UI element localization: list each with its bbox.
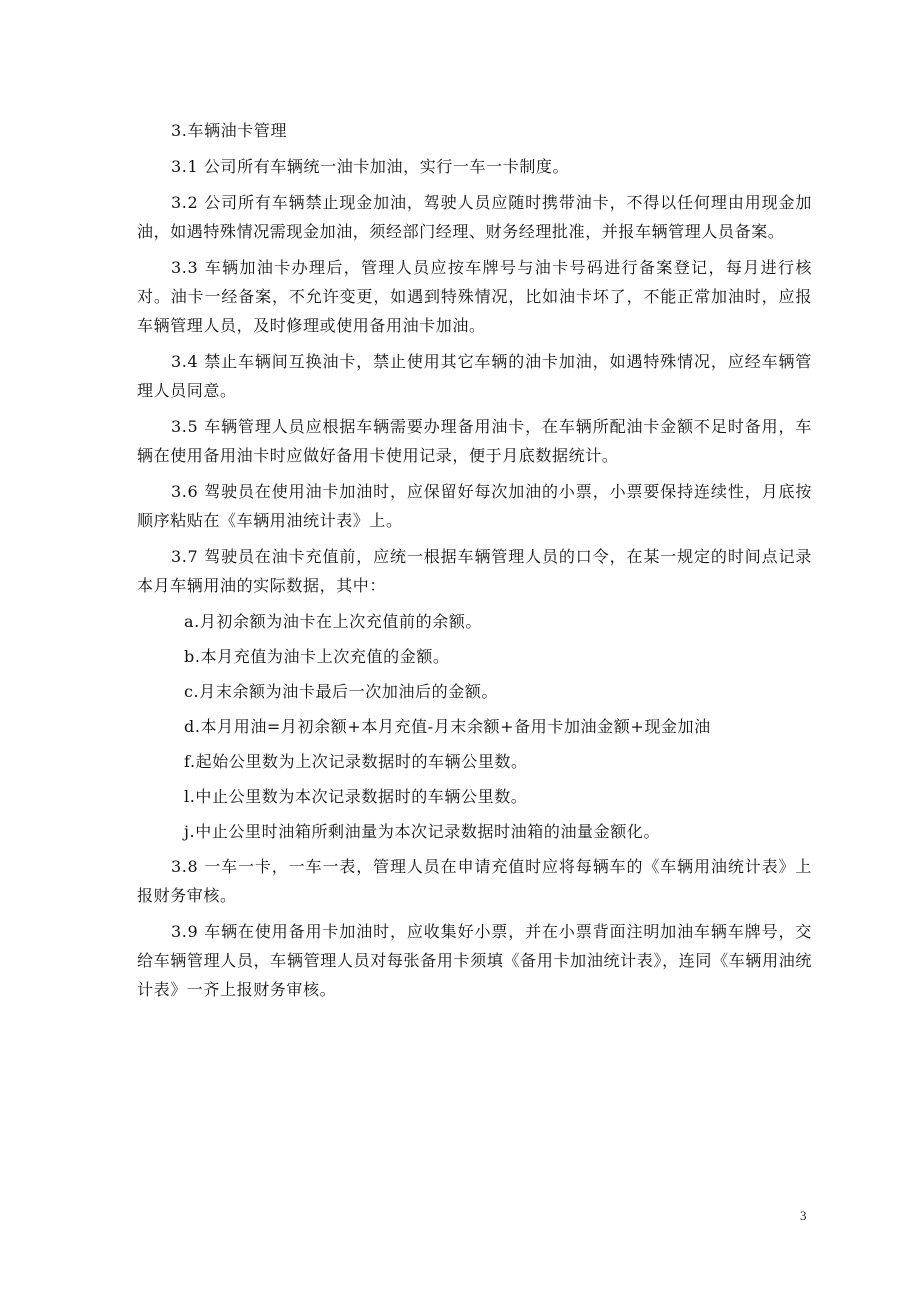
paragraph-3-6: 3.6 驾驶员在使用油卡加油时，应保留好每次加油的小票，小票要保持连续性，月底按顺序粘贴在《车辆用油统计表》上。: [137, 482, 812, 530]
paragraph-3-4: 3.4 禁止车辆间互换油卡，禁止使用其它车辆的油卡加油，如遇特殊情况，应经车辆管理人员同意。: [137, 352, 812, 400]
sub-item-f: f.起始公里数为上次记录数据时的车辆公里数。: [184, 752, 528, 771]
sub-item-a: a.月初余额为油卡在上次充值前的余额。: [184, 612, 483, 631]
page-number: 3: [800, 1208, 807, 1223]
paragraph-3-7: 3.7 驾驶员在油卡充值前，应统一根据车辆管理人员的口令，在某一规定的时间点记录本月车辆用油的实际数据，其中：: [137, 547, 812, 595]
paragraph-3-8: 3.8 一车一卡，一车一表，管理人员在申请充值时应将每辆车的《车辆用油统计表》上报财务审核。: [137, 857, 812, 905]
paragraph-3-5: 3.5 车辆管理人员应根据车辆需要办理备用油卡，在车辆所配油卡金额不足时备用，车辆在使用备用油卡时应做好备用卡使用记录，便于月底数据统计。: [137, 417, 812, 465]
paragraph-3-9: 3.9 车辆在使用备用卡加油时，应收集好小票，并在小票背面注明加油车辆车牌号，交给车辆管理人员，车辆管理人员对每张备用卡须填《备用卡加油统计表》，连同《车辆用油统计表》一齐上报财务审核。: [137, 922, 812, 999]
sub-item-l: l.中止公里数为本次记录数据时的车辆公里数。: [184, 787, 528, 806]
section-title: 3.车辆油卡管理: [171, 121, 288, 140]
paragraph-3-3: 3.3 车辆加油卡办理后，管理人员应按车牌号与油卡号码进行备案登记，每月进行核对。油卡一经备案，不允许变更，如遇到特殊情况，比如油卡坏了，不能正常加油时，应报车辆管理人员，及时修理或使用备用油卡加油。: [137, 258, 812, 335]
sub-item-b: b.本月充值为油卡上次充值的金额。: [184, 647, 450, 666]
sub-item-d: d.本月用油=月初余额+本月充值-月末余额+备用卡加油金额+现金加油: [184, 717, 711, 736]
paragraph-3-1: 3.1 公司所有车辆统一油卡加油，实行一车一卡制度。: [171, 157, 570, 176]
sub-item-c: c.月末余额为油卡最后一次加油后的金额。: [184, 682, 499, 701]
paragraph-3-2: 3.2 公司所有车辆禁止现金加油，驾驶人员应随时携带油卡，不得以任何理由用现金加油，如遇特殊情况需现金加油，须经部门经理、财务经理批准，并报车辆管理人员备案。: [137, 193, 812, 241]
document-body: [137, 116, 812, 1011]
sub-item-j: j.中止公里时油箱所剩油量为本次记录数据时油箱的油量金额化。: [184, 822, 661, 841]
